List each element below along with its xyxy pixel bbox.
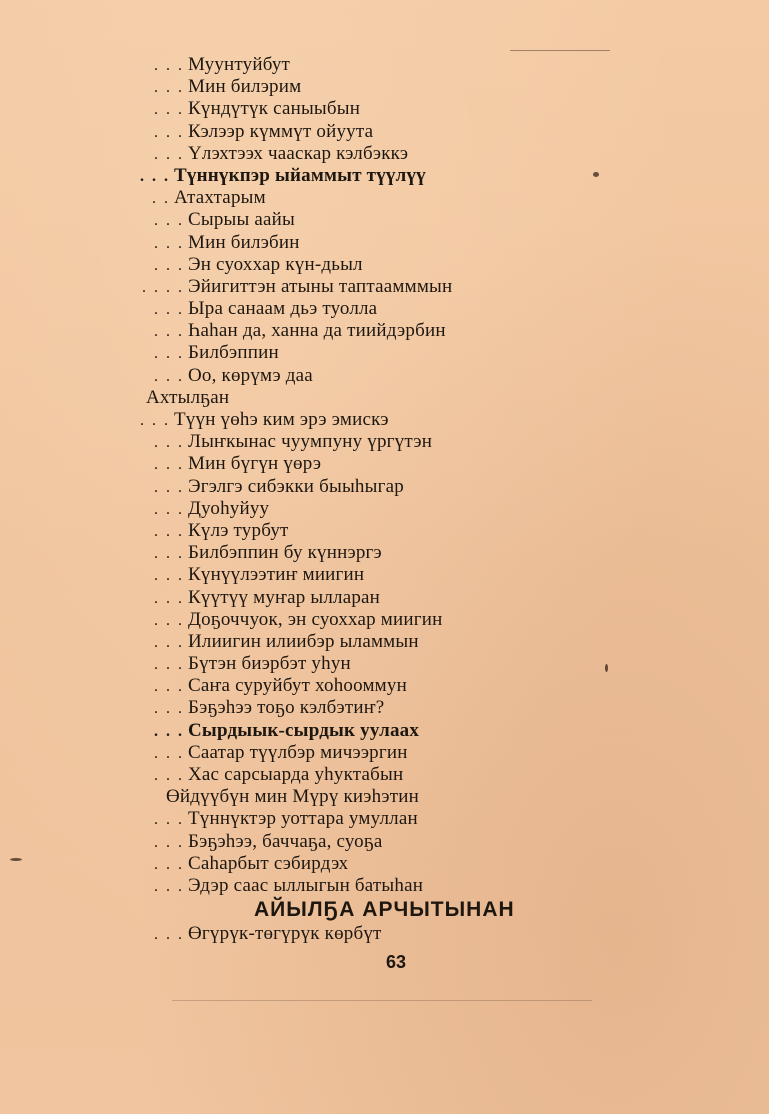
line-text: Эн суоххар күн-дьыл — [188, 253, 363, 275]
line-text: Күнүүлээтиҥ миигин — [188, 564, 365, 586]
ellipsis-prefix: . . . — [154, 57, 184, 74]
text-line — [128, 431, 648, 453]
text-line — [128, 498, 648, 520]
text-line — [128, 76, 648, 98]
line-text: Сырыы аайы — [188, 209, 296, 231]
ellipsis-prefix: . . . — [154, 877, 184, 895]
ellipsis-prefix: . . . — [154, 744, 184, 762]
line-text: Түннүкпэр ыйаммыт түүлүү — [174, 164, 426, 186]
ellipsis-prefix: . . . — [154, 234, 184, 252]
text-line — [128, 98, 648, 120]
text-line — [128, 453, 648, 475]
line-text: Хас сарсыарда уһуктабын — [188, 764, 404, 785]
text-line — [128, 564, 648, 586]
text-line — [128, 697, 648, 719]
line-text: Түннүктэр уоттара умуллан — [188, 808, 418, 830]
ellipsis-prefix: . . . — [154, 767, 184, 784]
line-text: Бүтэн биэрбэт уһун — [188, 653, 351, 675]
text-line — [128, 54, 648, 76]
text-line — [128, 143, 648, 165]
ellipsis-prefix: . . . — [154, 256, 184, 274]
ellipsis-prefix: . . . — [154, 367, 184, 385]
line-text: Ахтылҕан — [146, 386, 230, 408]
text-line — [128, 587, 648, 609]
text-line — [128, 209, 648, 231]
line-text: Сырдыык-сырдык уулаах — [188, 719, 420, 741]
ellipsis-prefix: . . . — [154, 656, 184, 674]
text-line — [128, 923, 648, 945]
ellipsis-prefix: . . . — [154, 145, 184, 163]
text-line — [128, 232, 648, 254]
ellipsis-prefix: . . . — [140, 167, 170, 185]
line-text: Мин билэбин — [188, 231, 300, 253]
line-text: Түүн үөһэ ким эрэ эмискэ — [174, 409, 389, 430]
scan-speck — [10, 858, 22, 861]
ellipsis-prefix: . . . — [154, 522, 184, 540]
ellipsis-prefix: . . . — [154, 101, 184, 119]
ellipsis-prefix: . . . . — [142, 278, 184, 296]
page-number: 63 — [386, 952, 407, 972]
text-line — [128, 387, 648, 409]
text-line — [128, 764, 648, 786]
line-text: Саһарбыт сэбирдэх — [188, 852, 349, 874]
line-text: Билбэппин — [188, 342, 279, 364]
text-line — [128, 808, 648, 830]
line-text: Бэҕэһээ, баччаҕа, суоҕа — [188, 830, 383, 852]
text-line — [128, 875, 648, 897]
ellipsis-prefix: . . . — [154, 833, 184, 851]
ellipsis-prefix: . . . — [154, 345, 184, 363]
line-text: Билбэппин бу күннэргэ — [188, 542, 382, 564]
line-text: Кэлээр күммүт ойуута — [188, 120, 374, 142]
section-heading: АЙЫЛҔА АРЧЫТЫНАН — [254, 898, 515, 922]
ellipsis-prefix: . . . — [154, 722, 184, 740]
text-line — [128, 342, 648, 364]
line-text: Бэҕэһээ тоҕо кэлбэтиҥ? — [188, 697, 385, 719]
line-text: Күүтүү муҥар ылларан — [188, 586, 381, 608]
ellipsis-prefix: . . . — [154, 500, 184, 518]
ellipsis-prefix: . . . — [154, 434, 184, 452]
line-text: Муунтуйбут — [188, 54, 291, 75]
ellipsis-prefix: . . . — [154, 323, 184, 341]
text-line — [128, 520, 648, 542]
text-line — [128, 121, 648, 143]
text-line — [128, 187, 648, 209]
line-text: Атахтарым — [174, 187, 266, 209]
line-text: Өгүрүк-төгүрүк көрбүт — [188, 923, 382, 945]
line-text: Доҕоччуок, эн суоххар миигин — [188, 608, 443, 630]
ellipsis-prefix: . . . — [154, 545, 184, 563]
ellipsis-prefix: . . . — [154, 301, 184, 319]
text-line — [128, 409, 648, 431]
line-text: Оо, көрүмэ даа — [188, 364, 313, 386]
scan-mark-top — [510, 50, 610, 51]
ellipsis-prefix: . . . — [154, 811, 184, 829]
ellipsis-prefix: . . . — [154, 633, 184, 651]
line-text: Өйдүүбүн мин Мүрү киэһэтин — [166, 786, 419, 808]
ellipsis-prefix: . . . — [154, 212, 184, 230]
ellipsis-prefix: . . . — [154, 123, 184, 141]
ellipsis-prefix: . . . — [140, 412, 170, 429]
text-line — [128, 653, 648, 675]
ellipsis-prefix: . . — [152, 190, 170, 208]
text-line — [128, 720, 648, 742]
text-line — [128, 786, 648, 808]
line-text: Саҥа суруйбут хоһооммун — [188, 675, 407, 697]
text-lines — [128, 54, 648, 945]
text-line — [128, 320, 648, 342]
line-text: Үлэхтээх чааскар кэлбэккэ — [188, 142, 409, 164]
ellipsis-prefix: . . . — [154, 589, 184, 607]
ellipsis-prefix: . . . — [154, 700, 184, 718]
line-text: Саатар түүлбэр мичээргин — [188, 741, 408, 763]
line-text: Дуоһуйуу — [188, 497, 270, 519]
line-text: Ыра санаам дьэ туолла — [188, 298, 378, 320]
text-line — [128, 298, 648, 320]
text-line — [128, 542, 648, 564]
text-line — [128, 609, 648, 631]
ellipsis-prefix: . . . — [154, 456, 184, 474]
line-text: Һаһан да, ханна да тиийдэрбин — [188, 320, 446, 342]
ellipsis-prefix: . . . — [154, 567, 184, 585]
ellipsis-prefix: . . . — [154, 478, 184, 496]
ellipsis-prefix: . . . — [154, 611, 184, 629]
text-line — [128, 831, 648, 853]
line-text: Мин бүгүн үөрэ — [188, 453, 322, 475]
line-text: Эйигиттэн атыны таптаамммын — [188, 275, 453, 297]
ellipsis-prefix: . . . — [154, 855, 184, 873]
line-text: Илиигин илиибэр ыламмын — [188, 630, 419, 652]
text-line — [128, 476, 648, 498]
ellipsis-prefix: . . . — [154, 926, 184, 944]
text-line — [128, 742, 648, 764]
text-line — [128, 254, 648, 276]
text-line — [128, 853, 648, 875]
text-line — [128, 276, 648, 298]
line-text: Күлэ турбут — [188, 519, 289, 541]
line-text: Лыҥкынас чуумпуну үргүтэн — [188, 431, 433, 453]
ellipsis-prefix: . . . — [154, 678, 184, 696]
line-text: Эдэр саас ыллыгын батыһан — [188, 874, 424, 896]
line-text: Мин билэрим — [188, 76, 302, 98]
line-text: Күндүтүк саныыбын — [188, 98, 361, 120]
text-line — [128, 675, 648, 697]
text-line — [128, 631, 648, 653]
text-line — [128, 365, 648, 387]
text-line — [128, 165, 648, 187]
ellipsis-prefix: . . . — [154, 79, 184, 97]
line-text: Эгэлгэ сибэкки быыһыгар — [188, 475, 404, 497]
scan-mark-bottom — [172, 1000, 592, 1001]
